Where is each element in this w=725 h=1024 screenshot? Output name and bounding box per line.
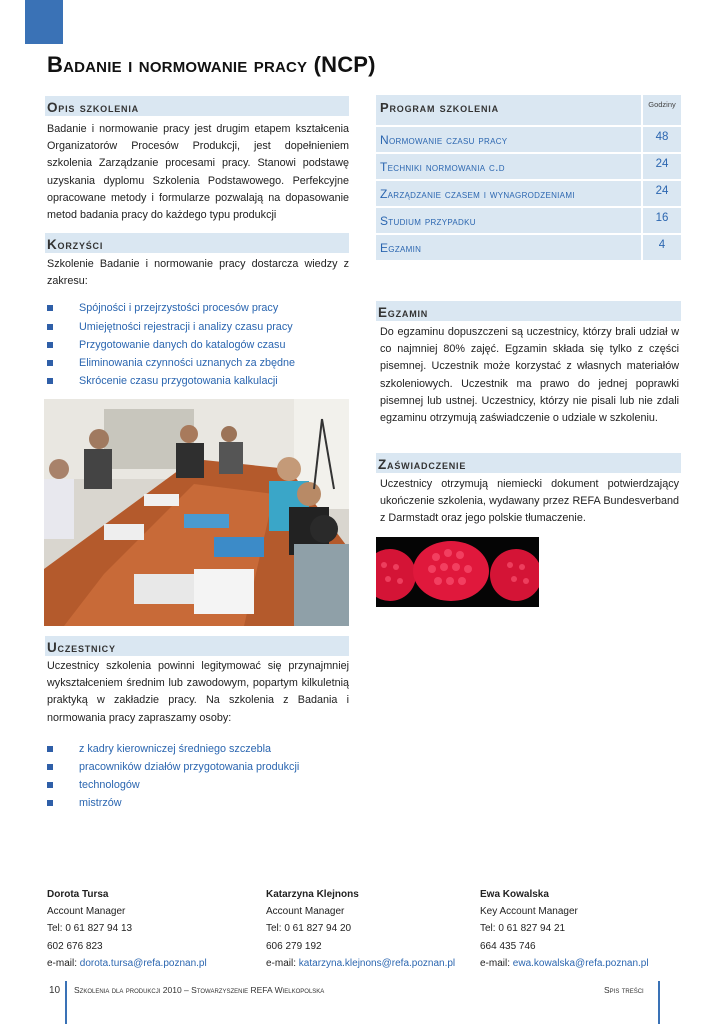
contact-name: Dorota Tursa [47, 889, 109, 900]
zaswiadczenie-section [376, 453, 681, 528]
zaswiadczenie-text: Uczestnicy otrzymują niemiecki dokument potwierdzający ukończenie szkolenia, wydawany przez REFA Bundesverband z Darmstadt oraz jego polskie tłumaczenie. [380, 478, 679, 525]
egzamin-text: Do egzaminu dopuszczeni są uczestnicy, którzy brali udział w co najmniej 80% zajęć. Egzamin składa się tylko z części pisemnej. Uczestnik może korzystać z własnych materiałów szkoleniowych. Uczestnik ma prawo do jednej poprawki pisemnej lub ustnej. Uczestnicy, którzy nie pisali lub nie zdali egzaminu otrzymują zaświadczenie o udziale w szkoleniu. [380, 326, 679, 425]
contact-mobile: 664 435 746 [480, 940, 536, 952]
list-item: z kadry kierowniczej średniego szczebla [45, 740, 349, 758]
contact-card [47, 886, 207, 972]
list-item: technologów [45, 776, 349, 794]
contact-mobile: 602 676 823 [47, 940, 103, 952]
list-item: mistrzów [45, 794, 349, 812]
program-item-label: Zarządzanie czasem i wynagrodzeniami [376, 181, 641, 206]
table-row [376, 181, 681, 206]
list-item: Skrócenie czasu przygotowania kalkulacji [45, 372, 349, 390]
table-row [376, 235, 681, 260]
bullet-square-icon [47, 782, 53, 788]
program-item-hours: 48 [643, 127, 681, 152]
opis-heading: Opis szkolenia [45, 96, 349, 116]
list-item: Umiejętności rejestracji i analizy czasu pracy [45, 318, 349, 336]
program-item-label: Egzamin [376, 235, 641, 260]
contact-name: Katarzyna Klejnons [266, 889, 359, 900]
email-label: e-mail: [480, 957, 511, 969]
program-item-hours: 24 [643, 154, 681, 179]
egzamin-section [376, 301, 681, 427]
bullet-square-icon [47, 324, 53, 330]
uczestnicy-text: Uczestnicy szkolenia powinni legitymować się przynajmniej wykształceniem średnim lub zawodowym, popartym kilkuletnią praktyką w zakładzie pracy. Na szkolenia z Badania i normowania pracy zapraszamy osoby: [47, 660, 349, 724]
contact-tel: Tel: 0 61 827 94 21 [480, 923, 566, 935]
contact-tel: Tel: 0 61 827 94 13 [47, 923, 133, 935]
opis-text: Badanie i normowanie pracy jest drugim etapem kształcenia Organizatorów Procesów Produkcji, jest dopełnieniem szkolenia Zarządzanie procesami pracy. Stanowi podstawę uzyskania dyplomu Szkolenia Podstawowego. Perfekcyjne opracowane metody i formularze pozwalają na dopasowanie metod badania pracy do każdego typu produkcji [47, 123, 349, 222]
program-item-label: Normowanie czasu pracy [376, 127, 641, 152]
program-heading: Program szkolenia [376, 95, 641, 125]
contact-mobile: 606 279 192 [266, 940, 322, 952]
contact-email-link[interactable]: katarzyna.klejnons@refa.poznan.pl [298, 957, 456, 969]
program-item-hours: 4 [643, 235, 681, 260]
program-item-label: Techniki normowania c.d [376, 154, 641, 179]
training-photo [44, 399, 349, 626]
list-item: pracowników działów przygotowania produkcji [45, 758, 349, 776]
program-item-hours: 24 [643, 181, 681, 206]
contact-tel: Tel: 0 61 827 94 20 [266, 923, 352, 935]
table-row [376, 127, 681, 152]
egzamin-heading: Egzamin [376, 301, 681, 321]
contact-card [266, 886, 455, 972]
toc-link[interactable]: Spis treści [604, 985, 644, 995]
bullet-square-icon [47, 360, 53, 366]
table-row [376, 208, 681, 233]
uczestnicy-list [45, 740, 349, 813]
bullet-square-icon [47, 305, 53, 311]
contact-email-link[interactable]: dorota.tursa@refa.poznan.pl [79, 957, 207, 969]
page-number: 10 [49, 985, 61, 996]
korzysci-list [45, 299, 349, 390]
contact-role: Key Account Manager [480, 906, 578, 918]
contact-role: Account Manager [266, 906, 345, 918]
email-label: e-mail: [266, 957, 297, 969]
contact-role: Account Manager [47, 906, 126, 918]
bullet-square-icon [47, 342, 53, 348]
program-item-hours: 16 [643, 208, 681, 233]
uczestnicy-heading: Uczestnicy [45, 636, 349, 656]
bullet-square-icon [47, 746, 53, 752]
email-label: e-mail: [47, 957, 78, 969]
list-item: Eliminowania czynności uznanych za zbędne [45, 354, 349, 372]
bullet-square-icon [47, 800, 53, 806]
contact-name: Ewa Kowalska [480, 889, 549, 900]
list-item: Spójności i przejrzystości procesów pracy [45, 299, 349, 317]
hours-column-label: Godziny [643, 95, 681, 125]
contact-email-link[interactable]: ewa.kowalska@refa.poznan.pl [512, 957, 649, 969]
footer-publication: Szkolenia dla produkcji 2010 – Stowarzyszenie REFA Wielkopolska [74, 985, 325, 995]
opis-section [45, 96, 349, 224]
korzysci-intro: Szkolenie Badanie i normowanie pracy dostarcza wiedzy z zakresu: [47, 258, 349, 288]
corner-accent-block [25, 0, 63, 44]
korzysci-heading: Korzyści [45, 233, 349, 253]
program-table-header [376, 95, 681, 125]
program-item-label: Studium przypadku [376, 208, 641, 233]
page-title: Badanie i normowanie pracy (NCP) [47, 52, 376, 77]
list-item: Przygotowanie danych do katalogów czasu [45, 336, 349, 354]
korzysci-section [45, 233, 349, 390]
zaswiadczenie-heading: Zaświadczenie [376, 453, 681, 473]
table-row [376, 154, 681, 179]
raspberries-photo [376, 537, 539, 607]
bullet-square-icon [47, 378, 53, 384]
bullet-square-icon [47, 764, 53, 770]
contact-card [480, 886, 649, 972]
program-table [376, 95, 681, 262]
uczestnicy-section [45, 636, 349, 813]
